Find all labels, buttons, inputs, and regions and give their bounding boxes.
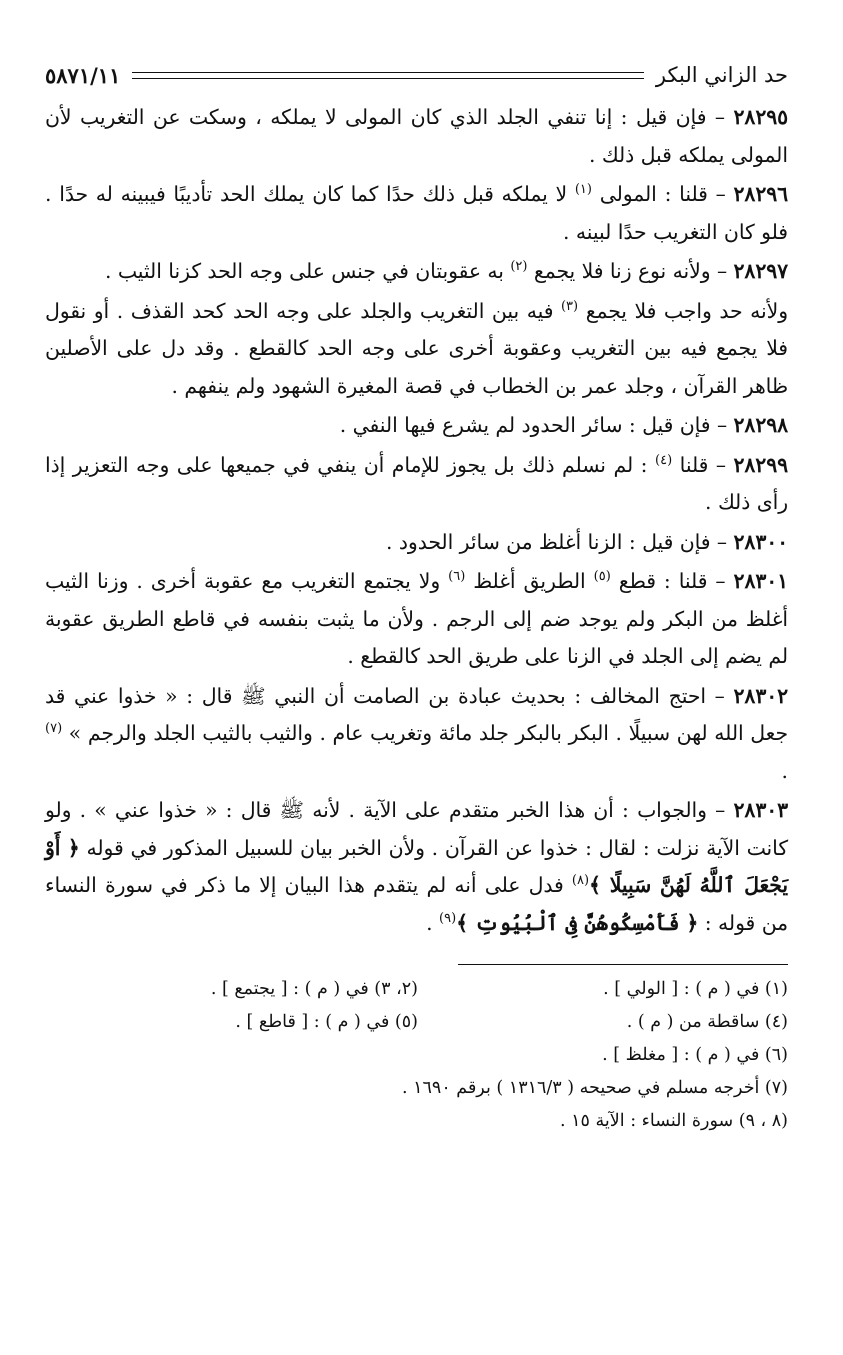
quran-quote: ﴿ أَوْ يَجْعَلَ ٱللَّهُ لَهُنَّ سَبِيلًا ﴾ (45, 835, 788, 897)
paragraph-28299 (45, 447, 788, 522)
footnote-ref[interactable]: (٦) (448, 569, 466, 585)
paragraph-text: – ولأنه نوع زنا فلا يجمع (527, 259, 734, 283)
paragraph-text: الطريق أغلظ (465, 569, 594, 593)
page-header (45, 58, 788, 92)
paragraph-number: ٢٨٣٠٣ (733, 798, 788, 822)
footnote: (٥) في ( م ) : [ قاطع ] . (235, 1012, 418, 1032)
paragraph-text: : لم نسلم ذلك بل يجوز للإمام أن ينفي في جميعها على وجه التعزير إذا رأى ذلك . (45, 452, 788, 514)
paragraph-number: ٢٨٣٠٠ (733, 529, 788, 554)
paragraph-text: لا يملكه قبل ذلك حدًا كما كان يملك الحد تأديبًا فيبينه له حدًا . فلو كان التغريب حدًا لبينه . (45, 182, 788, 244)
page-number: ٥٨٧١/١١ (45, 62, 121, 88)
footnote: (٢، ٣) في ( م ) : [ يجتمع ] . (210, 979, 418, 999)
paragraph-number: ٢٨٢٩٨ (733, 413, 788, 437)
quran-quote: ﴿ فَأَمْسِكُوهُنَّ فِى ٱلْبُيُوتِ ﴾ (456, 910, 699, 935)
paragraph-text: – فإن قيل : سائر الحدود لم يشرع فيها النفي . (339, 413, 734, 437)
paragraph-text: – احتج المخالف : بحديث عبادة بن الصامت أن النبي ﷺ قال : « خذوا عني قد جعل الله لهن سبيلًا . البكر بالبكر جلد مائة وتغريب عام . والثيب بالثيب الجلد والرجم » (45, 683, 788, 745)
paragraph-text: . (781, 758, 788, 783)
footnote-ref[interactable]: (٨) (571, 873, 590, 889)
footnote-ref[interactable]: (٣) (560, 298, 579, 314)
paragraph-28297 (45, 253, 788, 291)
paragraph-number: ٢٨٣٠٢ (733, 683, 788, 708)
paragraph-28298 (45, 407, 788, 445)
paragraph-text: به عقوبتان في جنس على وجه الحد كزنا الثيب . (105, 259, 511, 283)
footnote-ref[interactable]: (٩) (439, 910, 457, 926)
paragraph-text: – قلنا : المولى (591, 182, 734, 206)
footnote: (٦) في ( م ) : [ مغلظ ] . (602, 1045, 788, 1065)
paragraph-text: ولا يجتمع التغريب مع عقوبة أخرى . وزنا الثيب أغلظ من البكر ولم يوجد ضم إلى الرجم . ولأن ما يثبت بنفسه في قاطع الطريق عقوبة لم يضم إلى الجلد في الزنا على طريق الحد كالقطع . (45, 569, 788, 668)
footnote: (٧) أخرجه مسلم في صحيحه ( ١٣١٦/٣ ) برقم ١٦٩٠ . (401, 1078, 788, 1098)
footnote: (٨ ، ٩) سورة النساء : الآية ١٥ . (560, 1111, 788, 1131)
paragraph-number: ٢٨٢٩٦ (733, 182, 788, 206)
footnote-row (45, 1006, 788, 1039)
paragraph-text: – والجواب : أن هذا الخبر متقدم على الآية . لأنه ﷺ قال : « خذوا عني » . ولو كانت الآية نزلت : لقال : خذوا عن القرآن . ولأن الخبر بيان للسبيل المذكور في قوله (45, 798, 789, 860)
footnotes (45, 965, 788, 1138)
footnote-ref[interactable]: (٥) (593, 569, 611, 585)
main-text (45, 99, 788, 1138)
paragraph-text: – فإن قيل : الزنا أغلظ من سائر الحدود . (385, 529, 734, 554)
paragraph-28300 (45, 524, 788, 562)
paragraph-number: ٢٨٢٩٥ (733, 105, 788, 129)
paragraph-number: ٢٨٢٩٩ (733, 452, 788, 477)
header-rule (132, 72, 644, 79)
running-title: حد الزاني البكر (655, 63, 788, 87)
footnote: (١) في ( م ) : [ الولي ] . (603, 979, 788, 999)
paragraph-28296 (45, 176, 788, 251)
paragraph-text: فيه بين التغريب والجلد على وجه الحد كحد القذف . أو نقول فلا يجمع فيه بين التغريب وعقوبة أخرى على وجه الحد كالقطع . وقد دل على الأصلين ظاهر القرآن ، وجلد عمر بن الخطاب في قصة المغيرة الشهود ولم ينفهم . (45, 298, 788, 398)
paragraph-number: ٢٨٣٠١ (733, 569, 789, 593)
paragraph-text: . (426, 910, 439, 935)
paragraph-continuation (45, 293, 788, 406)
footnote-row (45, 973, 788, 1006)
footnote-rule (458, 964, 788, 965)
footnote: (٤) ساقطة من ( م ) . (626, 1012, 788, 1032)
paragraph-28303 (45, 792, 788, 942)
paragraph-text: – قلنا : قطع (610, 569, 734, 593)
paragraph-28302 (45, 678, 788, 791)
footnote-ref[interactable]: (٧) (45, 721, 63, 737)
footnote-ref[interactable]: (٤) (655, 452, 673, 468)
footnote-ref[interactable]: (٢) (510, 259, 528, 275)
footnote-ref[interactable]: (١) (574, 182, 592, 198)
paragraph-28295 (45, 99, 788, 174)
paragraph-text: – فإن قيل : إنا تنفي الجلد الذي كان المولى لا يملكه ، وسكت عن التغريب لأن المولى يملكه قبل ذلك . (45, 105, 788, 167)
paragraph-number: ٢٨٢٩٧ (733, 259, 788, 283)
paragraph-text: – قلنا (672, 452, 734, 477)
paragraph-text: فدل على أنه لم يتقدم هذا البيان إلا ما ذكر في سورة النساء من قوله : (45, 873, 788, 935)
paragraph-text: ولأنه حد واجب فلا يجمع (578, 298, 788, 323)
paragraph-28301 (45, 563, 788, 676)
